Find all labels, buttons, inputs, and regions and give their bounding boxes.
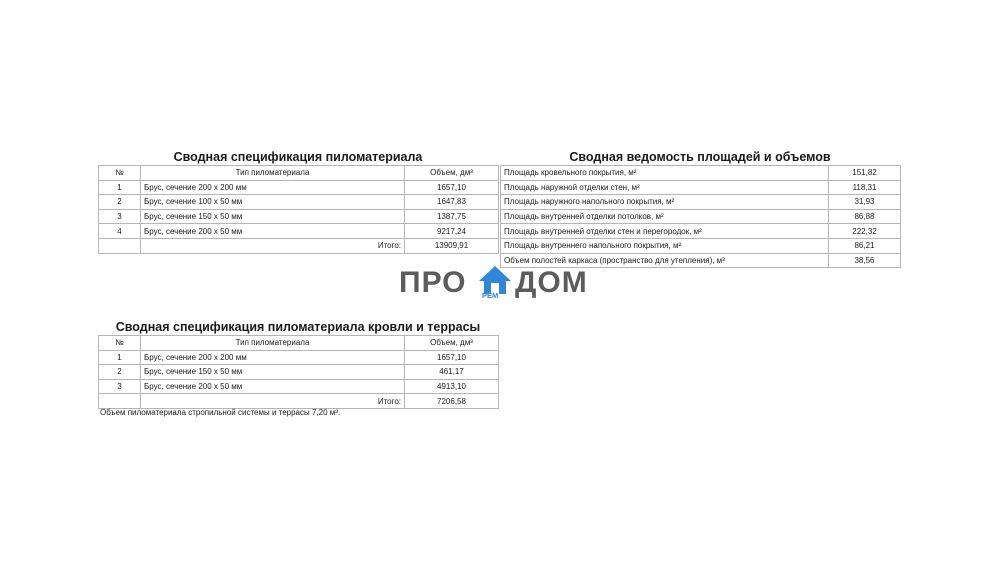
- row-volume: 1387,75: [405, 209, 499, 224]
- row-volume: 1657,10: [405, 180, 499, 195]
- header-type: Тип пиломатериала: [141, 336, 405, 351]
- table-row: [501, 166, 901, 181]
- row-label: Площадь внутренней отделки стен и перегородок, м²: [501, 224, 829, 239]
- header-volume: Объем, дм³: [405, 336, 499, 351]
- row-num: 2: [99, 195, 141, 210]
- row-volume: 1647,83: [405, 195, 499, 210]
- total-value: 13909,91: [405, 238, 499, 253]
- total-spacer: [99, 394, 141, 409]
- table-header-row: [99, 166, 499, 181]
- row-volume: 461,17: [405, 365, 499, 380]
- row-value: 86,88: [829, 209, 901, 224]
- row-num: 2: [99, 365, 141, 380]
- table-row: [99, 224, 499, 239]
- total-row: [99, 238, 499, 253]
- row-volume: 1657,10: [405, 350, 499, 365]
- total-label: Итого:: [141, 238, 405, 253]
- row-type: Брус, сечение 200 х 50 мм: [141, 379, 405, 394]
- logo-left-word: ПРО: [399, 266, 467, 299]
- row-value: 38,56: [829, 253, 901, 268]
- row-value: 222,32: [829, 224, 901, 239]
- roof-terrace-spec-block: [98, 320, 498, 409]
- table-row: [501, 238, 901, 253]
- row-num: 1: [99, 180, 141, 195]
- row-label: Объем полостей каркаса (пространство для утепления), м³: [501, 253, 829, 268]
- logo-right-word: ДОМ: [515, 266, 588, 299]
- areas-volumes-table: [500, 165, 901, 268]
- row-volume: 9217,24: [405, 224, 499, 239]
- table-row: [99, 350, 499, 365]
- pro-dom-logo: [399, 262, 601, 306]
- lumber-spec-table: [98, 165, 499, 254]
- row-type: Брус, сечение 100 х 50 мм: [141, 195, 405, 210]
- roof-lumber-note: Объем пиломатериала стропильной системы и террасы 7,20 м³.: [100, 408, 341, 417]
- row-type: Брус, сечение 200 х 200 мм: [141, 180, 405, 195]
- table-row: [99, 379, 499, 394]
- roof-terrace-spec-title: Сводная спецификация пиломатериала кровли и террасы: [115, 320, 481, 334]
- row-num: 3: [99, 379, 141, 394]
- table-row: [99, 365, 499, 380]
- row-label: Площадь наружной отделки стен, м²: [501, 180, 829, 195]
- total-row: [99, 394, 499, 409]
- row-label: Площадь внутреннего напольного покрытия, м²: [501, 238, 829, 253]
- row-num: 1: [99, 350, 141, 365]
- row-value: 31,93: [829, 195, 901, 210]
- table-row: [501, 209, 901, 224]
- row-label: Площадь наружного напольного покрытия, м²: [501, 195, 829, 210]
- row-volume: 4913,10: [405, 379, 499, 394]
- header-volume: Объем, дм³: [405, 166, 499, 181]
- roof-terrace-spec-table: [98, 335, 499, 409]
- total-value: 7206,58: [405, 394, 499, 409]
- row-type: Брус, сечение 150 х 50 мм: [141, 365, 405, 380]
- row-label: Площадь внутренней отделки потолков, м²: [501, 209, 829, 224]
- lumber-spec-title: Сводная спецификация пиломатериала: [173, 150, 423, 164]
- row-num: 4: [99, 224, 141, 239]
- row-label: Площадь кровельного покрытия, м²: [501, 166, 829, 181]
- row-type: Брус, сечение 200 х 200 мм: [141, 350, 405, 365]
- row-value: 151,82: [829, 166, 901, 181]
- header-type: Тип пиломатериала: [141, 166, 405, 181]
- areas-volumes-title: Сводная ведомость площадей и объемов: [569, 150, 831, 164]
- lumber-spec-block: [98, 150, 498, 254]
- table-row: [99, 180, 499, 195]
- row-type: Брус, сечение 200 х 50 мм: [141, 224, 405, 239]
- table-header-row: [99, 336, 499, 351]
- areas-volumes-block: [500, 150, 900, 268]
- header-num: №: [99, 166, 141, 181]
- table-row: [501, 195, 901, 210]
- table-row: [501, 224, 901, 239]
- total-spacer: [99, 238, 141, 253]
- table-row: [501, 180, 901, 195]
- row-value: 118,31: [829, 180, 901, 195]
- row-value: 86,21: [829, 238, 901, 253]
- logo-small-text: РЕМ: [482, 291, 499, 300]
- header-num: №: [99, 336, 141, 351]
- table-row: [99, 209, 499, 224]
- table-row: [99, 195, 499, 210]
- row-type: Брус, сечение 150 х 50 мм: [141, 209, 405, 224]
- total-label: Итого:: [141, 394, 405, 409]
- row-num: 3: [99, 209, 141, 224]
